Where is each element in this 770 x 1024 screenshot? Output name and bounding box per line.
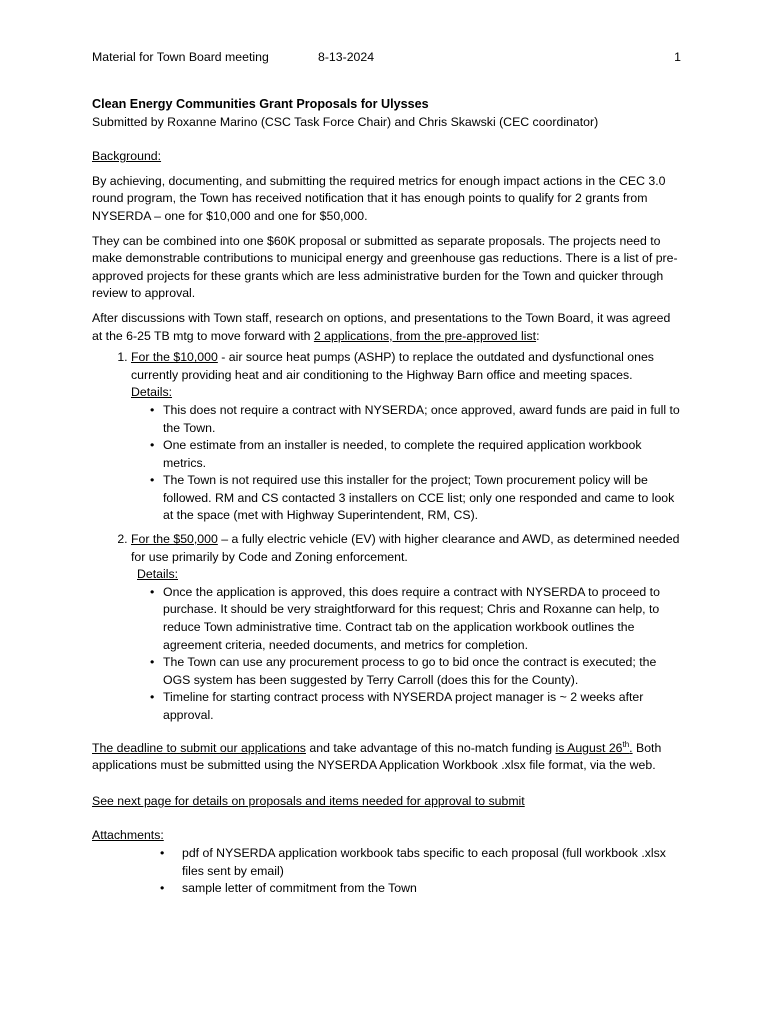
attachment-item: • sample letter of commitment from the Town (182, 880, 682, 898)
background-heading: Background: (92, 149, 162, 164)
proposal-lead: For the $10,000 (131, 350, 218, 365)
details-list (131, 402, 682, 525)
document-subtitle: Submitted by Roxanne Marino (CSC Task Force Chair) and Chris Skawski (CEC coordinator) (92, 114, 599, 129)
proposal-text: – a fully electric vehicle (EV) with higher clearance and AWD, as determined needed for use primarily by Code and Zoning enforcement. (131, 532, 680, 564)
attachments-heading: Attachments: (92, 828, 164, 843)
header-date: 8-13-2024 (318, 50, 375, 64)
attachment-item: • pdf of NYSERDA application workbook tabs specific to each proposal (full workbook .xlsx files sent by email) (182, 845, 682, 880)
proposal-text: - air source heat pumps (ASHP) to replace the outdated and dysfunctional ones currently providing heat and air conditioning to the Highway Barn office and meeting spaces. (131, 350, 654, 382)
background-paragraph-3: After discussions with Town staff, research on options, and presentations to the Town Board, it was agreed at the 6-25 TB mtg to move forward with 2 applications, from the pre-approved list: (92, 310, 671, 343)
proposal-item-10000 (131, 349, 682, 529)
detail-bullet: • The Town can use any procurement process to go to bid once the contract is executed; the OGS system has been suggested by Terry Carroll (does this for the County). (163, 654, 682, 689)
attachments-list (92, 845, 682, 898)
proposal-lead: For the $50,000 (131, 532, 218, 547)
detail-bullet: • One estimate from an installer is needed, to complete the required application workbook metrics. (163, 437, 682, 472)
page-header (92, 49, 681, 67)
details-label: Details: (131, 385, 173, 400)
deadline-paragraph: The deadline to submit our applications and take advantage of this no-match funding is August 26th. Both applications must be submitted using the NYSERDA Application Workbook .xlsx file format, via the web. (92, 739, 662, 773)
deadline-date: is August 26th. (555, 739, 633, 755)
details-list (131, 584, 682, 725)
background-paragraph-1: By achieving, documenting, and submitting the required metrics for enough impact actions in the CEC 3.0 round program, the Town has received notification that it has enough points to qualify for 2 grants from NYSERDA – one for $10,000 and one for $50,000. (92, 173, 666, 223)
proposal-list (92, 349, 682, 724)
detail-bullet: • Timeline for starting contract process with NYSERDA project manager is ~ 2 weeks after approval. (163, 689, 682, 724)
deadline-lead: The deadline to submit our applications (92, 740, 306, 755)
preapproved-list-link: 2 applications, from the pre-approved list (313, 328, 537, 343)
proposal-item-50000 (131, 531, 682, 725)
detail-bullet: • Once the application is approved, this does require a contract with NYSERDA to proceed to purchase. It should be very straightforward for this request; Chris and Roxanne can help, to reduce Town administrative time. Contract tab on the application workbook outlines the agreement criteria, needed documents, and metrics for completion. (163, 584, 682, 654)
detail-bullet: • The Town is not required use this installer for the project; Town procurement policy will be followed. RM and CS contacted 3 installers on CCE list; only one responded and came to look at the space (met with Highway Superintendent, RM, CS). (163, 472, 682, 525)
background-paragraph-2: They can be combined into one $60K proposal or submitted as separate proposals. The projects need to make demonstrable contributions to municipal energy and greenhouse gas reductions. There is a list of pre-approved projects for these grants which are less administrative burden for the Town and quicker through review to approval. (92, 233, 678, 301)
see-next-page-note: See next page for details on proposals and items needed for approval to submit (92, 793, 525, 808)
page-number: 1 (674, 50, 681, 64)
document-body (92, 96, 682, 898)
detail-bullet: • This does not require a contract with NYSERDA; once approved, award funds are paid in full to the Town. (163, 402, 682, 437)
details-label: Details: (137, 567, 179, 582)
document-title: Clean Energy Communities Grant Proposals for Ulysses (92, 97, 429, 111)
header-label: Material for Town Board meeting (92, 50, 269, 64)
